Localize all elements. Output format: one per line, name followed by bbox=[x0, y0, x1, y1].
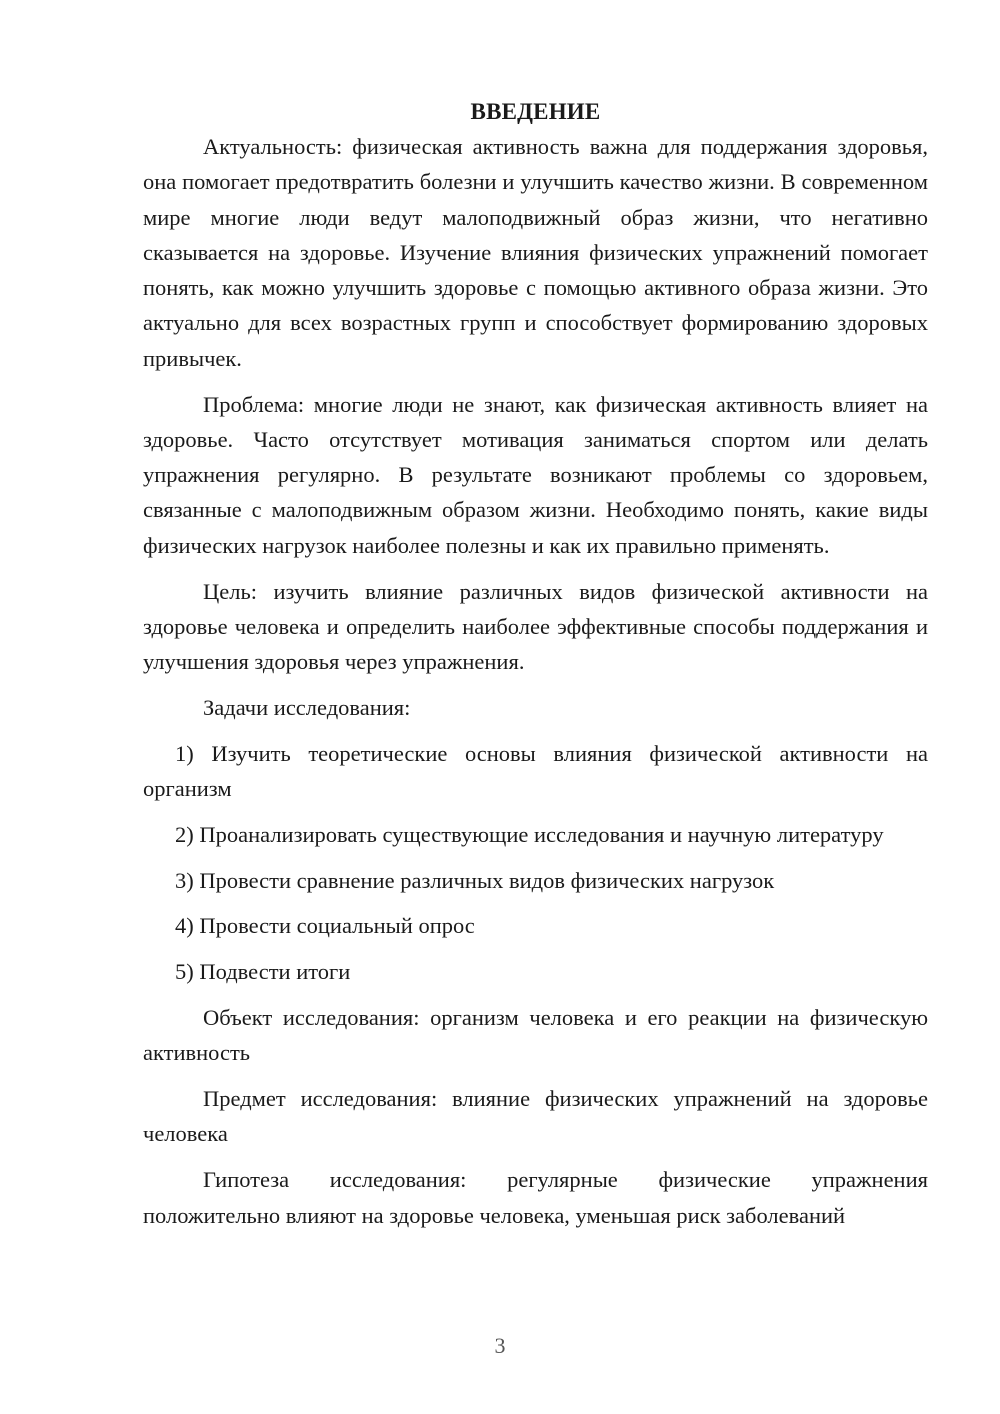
tasks-heading: Задачи исследования: bbox=[203, 694, 411, 720]
task-item-5: 5) Подвести итоги bbox=[175, 959, 351, 985]
task-item-3: 3) Провести сравнение различных видов физических нагрузок bbox=[175, 867, 775, 893]
relevance-paragraph: Актуальность: физическая активность важна для поддержания здоровья, она помогает предотвратить болезни и улучшить качество жизни. В современном мире многие люди ведут малоподвижный образ жизни, что негативно сказывается на здоровье. Изучение влияния физических упражнений помогает понять, как можно улучшить здоровье с помощью активного образа жизни. Это актуально для всех возрастных групп и способствует формированию здоровых привычек. bbox=[143, 134, 928, 371]
hypothesis-paragraph: Гипотеза исследования: регулярные физические упражнения положительно влияют на здоровье человека, уменьшая риск заболеваний bbox=[143, 1167, 928, 1228]
page-number: 3 bbox=[494, 1333, 506, 1358]
task-item-4: 4) Провести социальный опрос bbox=[175, 913, 475, 939]
document-page bbox=[143, 92, 928, 1233]
object-paragraph: Объект исследования: организм человека и его реакции на физическую активность bbox=[143, 1005, 928, 1066]
task-item-1: 1) Изучить теоретические основы влияния физической активности на организм bbox=[143, 740, 928, 802]
document-title: ВВЕДЕНИЕ bbox=[470, 99, 601, 124]
task-item-2: 2) Проанализировать существующие исследования и научную литературу bbox=[175, 821, 884, 847]
goal-paragraph: Цель: изучить влияние различных видов физической активности на здоровье человека и определить наиболее эффективные способы поддержания и улучшения здоровья через упражнения. bbox=[143, 578, 928, 675]
problem-paragraph: Проблема: многие люди не знают, как физическая активность влияет на здоровье. Часто отсутствует мотивация заниматься спортом или делать упражнения регулярно. В результате возникают проблемы со здоровьем, связанные с малоподвижным образом жизни. Необходимо понять, какие виды физических нагрузок наиболее полезны и как их правильно применять. bbox=[143, 391, 928, 558]
subject-paragraph: Предмет исследования: влияние физических упражнений на здоровье человека bbox=[143, 1086, 928, 1147]
